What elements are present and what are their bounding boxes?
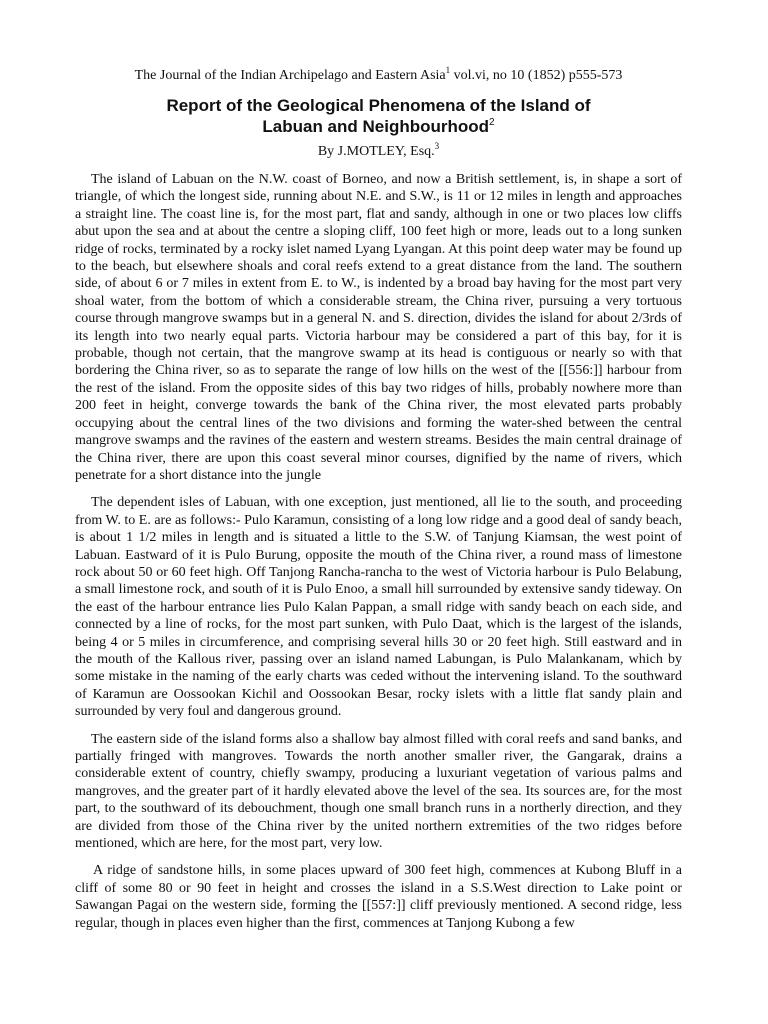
body-paragraph-2: The dependent isles of Labuan, with one exception, just mentioned, all lie to the south, and proceeding from W. to E. are as follows:- Pulo Karamun, consisting of a long low ridge and a good deal of sandy beach, is about 1 1/2 miles in length and is situated a little to the S.W. of Tanjung Kiamsan, the west point of Labuan. Eastward of it is Pulo Burung, opposite the mouth of the China river, a round mass of limestone rock about 50 or 60 feet high. Off Tanjong Rancha-rancha to the west of Victoria harbour is Pulo Belabung, a small limestone rock, and south of it is Pulo Enoo, a small hill surrounded by extensive sandy tideway. On the east of the harbour entrance lies Pulo Kalan Pappan, a small ridge with sandy beach on each side, and connected by a line of rocks, for the most part sunken, with Pulo Daat, which is the largest of the islands, being 4 or 5 miles in circumference, and comprising several hills 30 or 20 feet high. Still eastward and in the mouth of the Kallous river, passing over an island named Labungan, is Pulo Malankanam, which by some mistake in the naming of the early charts was ceded without the intervening island. To the southward of Karamun are Oossookan Kichil and Oossookan Besar, rocky islets with a little flat sandy plain and surrounded by very foul and dangerous ground. xyxy=(75,495,682,720)
author-name: By J.MOTLEY, Esq. xyxy=(317,144,435,159)
journal-title: The Journal of the Indian Archipelago and Eastern Asia xyxy=(134,68,446,83)
title-line-2: Labuan and Neighbourhood xyxy=(262,117,490,136)
title-line-1: Report of the Geological Phenomena of the Island of xyxy=(166,96,591,115)
body-paragraph-3: The eastern side of the island forms also a shallow bay almost filled with coral reefs and sand banks, and partially fringed with mangroves. Towards the north another smaller river, the Gangarak, drains a considerable extent of country, chiefly swampy, producing a luxuriant vegetation of various palms and mangroves, and the greater part of it hardly elevated above the level of the sea. Its sources are, for the most part, to the southward of its debouchment, though one small branch runs in a northerly direction, and they are divided from those of the China river by the united northern extremities of the two ridges before mentioned, which are here, for the most part, very low. xyxy=(75,731,682,852)
body-paragraph-1: The island of Labuan on the N.W. coast of Borneo, and now a British settlement, is, in shape a sort of triangle, of which the longest side, running about N.E. and S.W., is 11 or 12 miles in length and approaches a straight line. The coast line is, for the most part, flat and sandy, although in one or two places low cliffs abut upon the sea and at about the centre a sloping cliff, 100 feet high or more, leads out to a long sunken ridge of rocks, terminated by a rocky islet named Lyang Lyangan. At this point deep water may be found up to the beach, but elsewhere shoals and coral reefs extend to a great distance from the land. The southern side, of about 6 or 7 miles in extent from E. to W., is indented by a broad bay having for the most part very shoal water, from the bottom of which a considerable stream, the China river, pursuing a very tortuous course through mangrove swamps but in a general N. and S. direction, divides the island for about 2/3rds of its length into two nearly equal parts. Victoria harbour may be considered a part of this bay, for it is probable, though not certain, that the mangrove swamp at its head is contiguous or nearly so with that bordering the China river, so as to separate the range of low hills on the west of the [[556:]] harbour from the rest of the island. From the opposite sides of this bay two ridges of hills, probably nowhere more than 200 feet in height, converge towards the bank of the China river, the most elevated parts probably occupying about the central lines of the two divisions and forming the water-shed between the central mangrove swamps and the ravines of the eastern and western streams. Besides the main central drainage of the China river, there are upon this coast several minor courses, dignified by the name of rivers, which penetrate for a short distance into the jungle xyxy=(75,172,682,483)
paper-title xyxy=(75,95,682,137)
journal-issue: vol.vi, no 10 (1852) p555-573 xyxy=(450,68,623,83)
title-line-2-wrap xyxy=(75,116,682,137)
author-byline xyxy=(75,143,682,161)
journal-citation xyxy=(75,67,682,85)
footnote-ref-3[interactable]: 3 xyxy=(434,141,440,151)
footnote-ref-1[interactable]: 1 xyxy=(445,65,451,75)
footnote-ref-2[interactable]: 2 xyxy=(489,117,495,128)
body-paragraph-4: A ridge of sandstone hills, in some places upward of 300 feet high, commences at Kubong Bluff in a cliff of some 80 or 90 feet in height and crosses the island in a S.S.West direction to Lake point or Sawangan Pagai on the western side, forming the [[557:]] cliff previously mentioned. A second ridge, less regular, though in places even higher than the first, commences at Tanjong Kubong a few xyxy=(75,863,682,931)
